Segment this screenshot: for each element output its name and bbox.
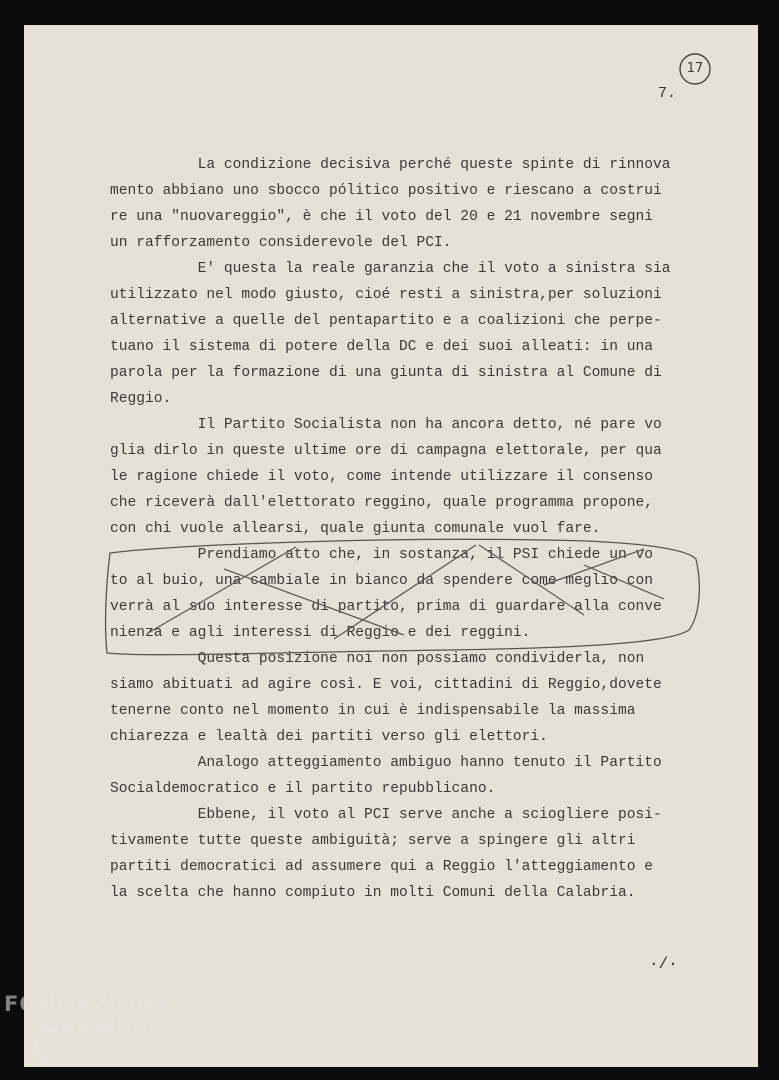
- text-line: le ragione chiede il voto, come intende utilizzare il consenso: [110, 469, 653, 485]
- text-line: partiti democratici ad assumere qui a Reggio l'atteggiamento e: [110, 859, 653, 875]
- watermark-small: onlus: [162, 1048, 189, 1059]
- text-line: Questa posizione noi non possiamo condividerla, non: [110, 651, 645, 667]
- text-line: Il Partito Socialista non ha ancora detto, né pare vo: [110, 417, 662, 433]
- text-line: E' questa la reale garanzia che il voto a sinistra sia: [110, 261, 671, 277]
- text-line: siamo abituati ad agire così. E voi, cittadini di Reggio,dovete: [110, 677, 662, 693]
- gramsci-logo-icon: [34, 1022, 62, 1072]
- text-line: verrà al suo interesse di partito, prima di guardare alla conve: [110, 599, 662, 615]
- text-line: tuano il sistema di potere della DC e dei suoi alleati: in una: [110, 339, 653, 355]
- text-line: che riceverà dall'elettorato reggino, quale programma propone,: [110, 495, 653, 511]
- page-number: 7.: [658, 85, 677, 102]
- text-line: alternative a quelle del pentapartito e a coalizioni che perpe-: [110, 313, 662, 329]
- archive-number: 17: [678, 52, 712, 86]
- text-line: re una "nuovareggio", è che il voto del 20 e 21 novembre segni: [110, 209, 653, 225]
- text-line: La condizione decisiva perché queste spinte di rinnova: [110, 157, 671, 173]
- text-line: Socialdemocratico e il partito repubblicano.: [110, 781, 496, 797]
- text-line: tivamente tutte queste ambiguità; serve a spingere gli altri: [110, 833, 636, 849]
- text-line: nienza e agli interessi di Reggio e dei reggini.: [110, 625, 531, 641]
- text-line: glia dirlo in queste ultime ore di campagna elettorale, per qua: [110, 443, 662, 459]
- end-mark: ·/·: [649, 955, 678, 973]
- text-line: con chi vuole allearsi, quale giunta comunale vuol fare.: [110, 521, 601, 537]
- text-line: mento abbiano uno sbocco pólitico positivo e riescano a costrui: [110, 183, 662, 199]
- text-line: chiarezza e lealtà dei partiti verso gli elettori.: [110, 729, 548, 745]
- watermark-line2: GRAMSCI: [42, 1016, 158, 1040]
- text-line: parola per la formazione di una giunta di sinistra al Comune di: [110, 365, 662, 381]
- crossout-annotation: [24, 25, 758, 1067]
- text-line: utilizzato nel modo giusto, cioé resti a sinistra,per soluzioni: [110, 287, 662, 303]
- text-line: Reggio.: [110, 391, 172, 407]
- text-line: Ebbene, il voto al PCI serve anche a sciogliere posi-: [110, 807, 662, 823]
- watermark: [4, 992, 189, 1059]
- document-page: [24, 25, 758, 1067]
- text-line: tenerne conto nel momento in cui è indispensabile la massima: [110, 703, 636, 719]
- text-line: un rafforzamento considerevole del PCI.: [110, 235, 452, 251]
- text-line: la scelta che hanno compiuto in molti Comuni della Calabria.: [110, 885, 636, 901]
- watermark-line1: FONDAZIONE: [4, 992, 171, 1016]
- text-line: to al buio, una cambiale in bianco da spendere come meglio con: [110, 573, 653, 589]
- text-line: Prendiamo atto che, in sostanza, il PSI chiede un vo: [110, 547, 653, 563]
- text-line: Analogo atteggiamento ambiguo hanno tenuto il Partito: [110, 755, 662, 771]
